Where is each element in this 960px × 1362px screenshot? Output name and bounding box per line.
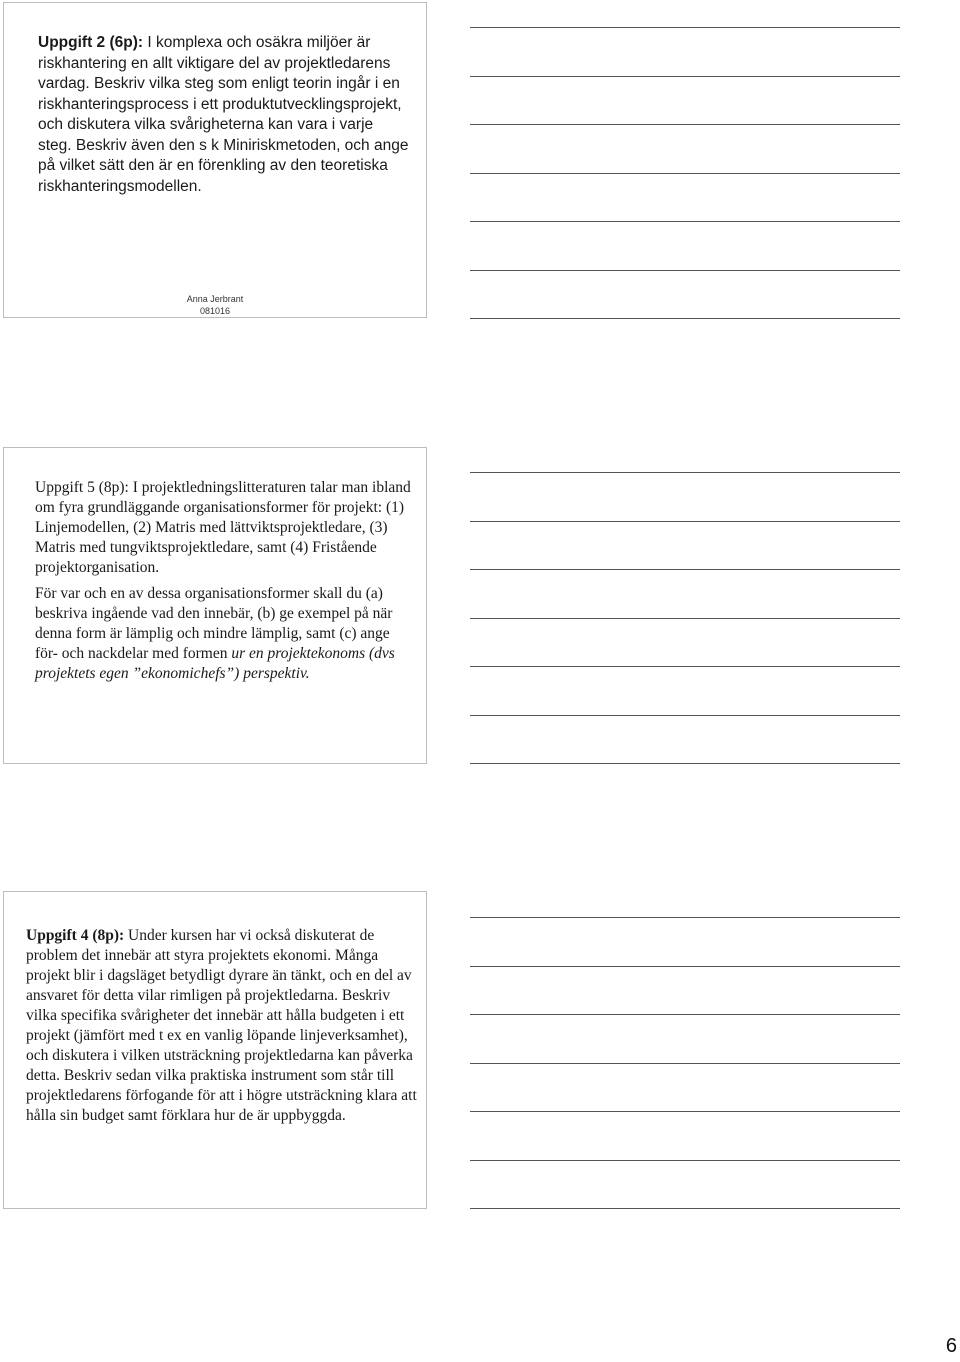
note-line — [470, 966, 900, 967]
note-line — [470, 917, 900, 918]
note-line — [470, 1160, 900, 1161]
note-line — [470, 27, 900, 28]
note-line — [470, 1208, 900, 1209]
note-line — [470, 318, 900, 319]
note-line — [470, 270, 900, 271]
note-line — [470, 715, 900, 716]
slide-2 — [3, 447, 427, 764]
note-line — [470, 221, 900, 222]
note-line — [470, 1014, 900, 1015]
footer-date: 081016 — [199, 306, 231, 316]
slide-3 — [3, 891, 427, 1209]
slide-1-footer — [4, 293, 426, 317]
note-line — [470, 472, 900, 473]
note-line — [470, 569, 900, 570]
note-line — [470, 76, 900, 77]
note-line — [470, 666, 900, 667]
page-number: 6 — [945, 1335, 957, 1357]
slide-3-heading: Uppgift 4 (8p): — [26, 927, 125, 944]
slide-3-question — [26, 926, 421, 1126]
slide-2-paragraph-2-plain: För var och en av dessa organisationsformer skall du (a) beskriva ingående vad den innebär, (b) ge exempel på när denna form är lämplig och mindre lämplig, samt (c) ange för- och nackdelar med formen — [35, 585, 393, 662]
note-line — [470, 124, 900, 125]
slide-1-question — [38, 33, 410, 197]
note-line — [470, 1063, 900, 1064]
slide-1-body: I komplexa och osäkra miljöer är riskhantering en allt viktigare del av projektledarens vardag. Beskriv vilka steg som enligt teorin ingår i en riskhanteringsprocess i ett produktutvecklingsprojekt, och diskutera vilka svårigheterna kan vara i varje steg. Beskriv även den s k Miniriskmetoden, och ange på vilket sätt den är en förenkling av den teoretiska riskhanteringsmodellen. — [38, 34, 409, 195]
slide-2-paragraph-2 — [35, 584, 415, 684]
slide-2-question — [35, 478, 415, 684]
footer-author: Anna Jerbrant — [186, 294, 244, 304]
note-line — [470, 618, 900, 619]
note-line — [470, 173, 900, 174]
slide-3-body: Under kursen har vi också diskuterat de problem det innebär att styra projektets ekonomi. Många projekt blir i dagsläget betydligt dyrare än tänkt, och en del av ansvaret för detta vilar rimligen på projektledarna. Beskriv vilka specifika svårigheter det innebär att hålla budgeten i ett projekt (jämfört med t ex en vanlig löpande linjeverksamhet), och diskutera i vilken utsträckning projektledarna kan påverka detta. Beskriv sedan vilka praktiska instrument som står till projektledarens förfogande för att i högre utsträckning klara att hålla sin budget samt förklara hur de är uppbyggda. — [26, 927, 417, 1124]
slide-1-heading: Uppgift 2 (6p): — [38, 34, 144, 51]
slide-2-paragraph-1: Uppgift 5 (8p): I projektledningslitteraturen talar man ibland om fyra grundläggande organisationsformer för projekt: (1) Linjemodellen, (2) Matris med lättviktsprojektledare, (3) Matris med tungviktsprojektledare, samt (4) Fristående projektorganisation. — [35, 479, 411, 576]
note-line — [470, 1111, 900, 1112]
note-line — [470, 521, 900, 522]
note-line — [470, 763, 900, 764]
slide-1 — [3, 2, 427, 318]
slide-2-paragraph-2-italic: ur en projektekonoms (dvs projektets egen ”ekonomichefs”) perspektiv. — [35, 645, 395, 682]
